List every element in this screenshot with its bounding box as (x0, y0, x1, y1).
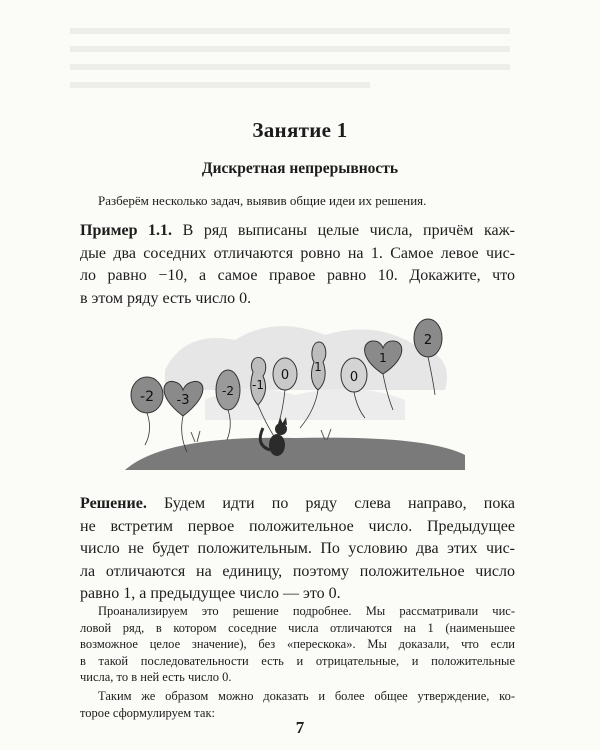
analysis-paragraph (80, 603, 515, 686)
general-line: Таким же образом можно доказать и более общее утверждение, ко- (98, 689, 515, 703)
analysis-line: числа, то в ней есть число 0. (80, 670, 232, 685)
balloon-label: 0 (349, 370, 359, 385)
section-title: Дискретная непрерывность (201, 160, 399, 177)
analysis-line: Проанализируем это решение подробнее. Мы рассматривали чис- (98, 604, 515, 618)
analysis-line: ловой ряд, в котором соседние числа отличаются на 1 (наименьшее (80, 620, 515, 635)
analysis-line: в такой последовательности есть и отрицательные, и положительные (80, 653, 515, 668)
page-number: 7 (295, 718, 305, 737)
example-line: в этом ряду есть число 0. (80, 289, 252, 307)
solution-paragraph (80, 493, 515, 606)
balloon (273, 358, 297, 390)
balloon-label: 2 (423, 333, 433, 348)
example-line: ло равно −10, а самое правое равно 10. Докажите, что (80, 267, 515, 284)
example-label: Пример 1.1. (80, 222, 173, 239)
balloon-label: -1 (252, 378, 264, 392)
lesson-title: Занятие 1 (252, 118, 348, 142)
bleed-through-shadow (60, 20, 530, 100)
solution-line: равно 1, а предыдущее число — это 0. (80, 585, 341, 602)
example-paragraph (80, 220, 515, 310)
balloons-illustration (125, 310, 465, 470)
general-line: торое сформулируем так: (80, 705, 215, 720)
solution-line: число не будет положительным. По условию два этих чис- (80, 540, 515, 557)
balloon (311, 342, 325, 390)
solution-line: не встретим первое положительное число. Предыдущее (80, 517, 515, 535)
balloon-label: -2 (140, 389, 154, 405)
solution-line: Будем идти по ряду слева направо, пока (146, 495, 515, 512)
intro-text: Разберём несколько задач, выявив общие идеи их решения. (98, 193, 427, 208)
solution-label: Решение. (80, 495, 147, 512)
balloon (251, 357, 266, 405)
balloon-label: 0 (280, 368, 290, 383)
balloon-label: 1 (379, 351, 387, 365)
clouds (165, 326, 447, 420)
balloon-label: 1 (314, 360, 322, 374)
example-line: дые два соседних отличаются ровно на 1. Самое левое чис- (80, 244, 515, 262)
example-line: В ряд выписаны целые числа, причём каж- (172, 222, 515, 239)
general-paragraph (80, 688, 515, 721)
balloon (414, 319, 442, 357)
analysis-line: возможное целое значение), без «перескока». Мы доказали, что если (80, 637, 515, 652)
balloon-label: -3 (176, 393, 190, 408)
balloon (341, 358, 367, 392)
balloon (216, 370, 240, 410)
balloon-label: -2 (222, 384, 234, 398)
solution-line: ла отличаются на единицу, поэтому положительное число (80, 562, 515, 580)
balloon (131, 377, 163, 413)
ground (125, 438, 465, 470)
